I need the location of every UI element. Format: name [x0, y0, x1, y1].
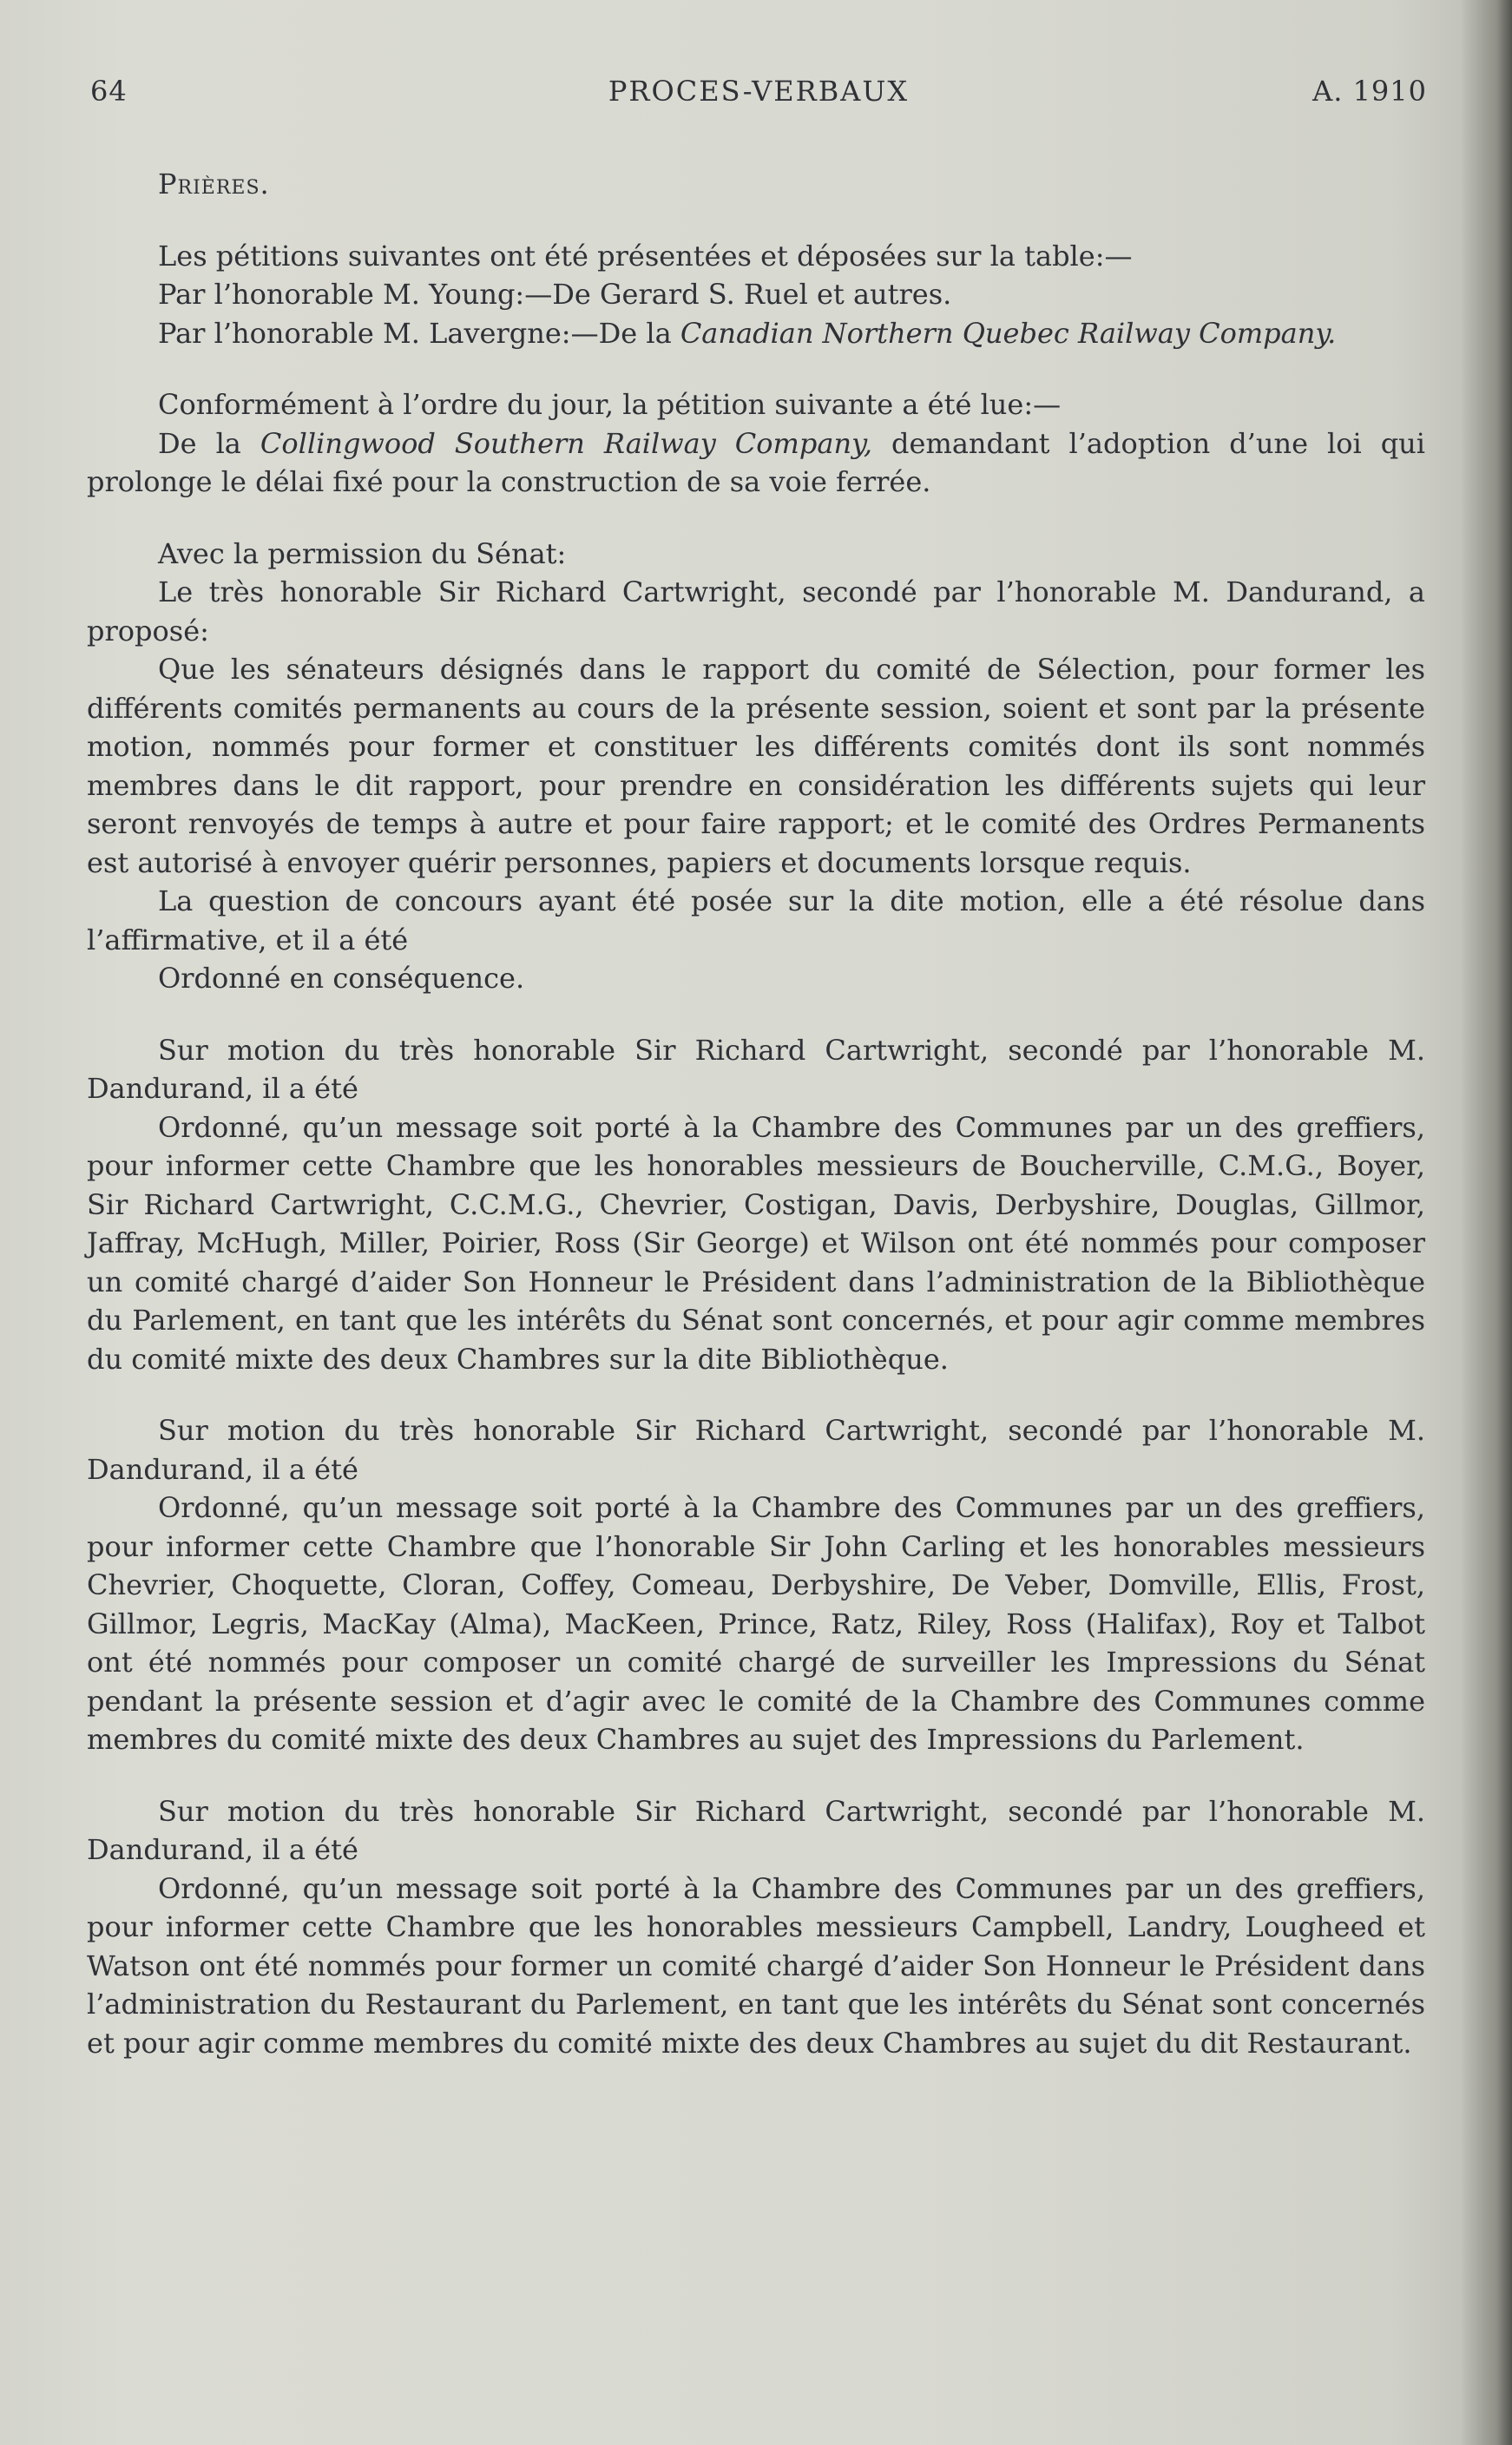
petition-young: Par l’honorable M. Young:—De Gerard S. Ruel et autres. — [158, 278, 952, 311]
ordre-petition-start: De la — [158, 426, 260, 460]
motion1-ordered: Ordonné en conséquence. — [158, 962, 525, 995]
ordre-petition-end: demandant l’adoption d’une loi qui prolonge le délai fixé pour la construction de sa voie ferrée. — [87, 426, 1426, 498]
motion1-resolution: Que les sénateurs désignés dans le rapport du comité de Sélection, pour former les différents comités permanents au cours de la présente session, soient et sont par la présente motion, nommés pour former et constituer les différents comités dont ils sont nommés membres dans le dit rapport, pour prendre en considération les différents sujets qui leur seront renvoyés de temps à autre et pour faire rapport; et le comité des Ordres Permanents est autorisé à envoyer quérir personnes, papiers et documents lorsque requis. — [87, 653, 1425, 879]
ordre-intro: Conformément à l’ordre du jour, la pétition suivante a été lue:— — [158, 388, 1062, 421]
document-body — [87, 165, 1425, 2062]
motion4-order: Ordonné, qu’un message soit porté à la Chambre des Communes par un des greffiers, pour informer cette Chambre que les honorables messieurs Campbell, Landry, Lougheed et Watson ont été nommés pour former un comité chargé d’aider Son Honneur le Président dans l’administration du Restaurant du Parlement, en tant que les intérêts du Sénat sont concernés et pour agir comme membres du comité mixte des deux Chambres au sujet du dit Restaurant. — [87, 1871, 1425, 2060]
petitions-intro: Les pétitions suivantes ont été présentées et déposées sur la table:— — [158, 239, 1133, 273]
page-number: 64 — [90, 75, 128, 108]
page-title: PROCES-VERBAUX — [608, 75, 910, 108]
motion2-order: Ordonné, qu’un message soit porté à la Chambre des Communes par un des greffiers, pour informer cette Chambre que les honorables messieurs de Boucherville, C.M.G., Boyer, Sir Richard Cartwright, C.C.M.G., Chevrier, Costigan, Davis, Derbyshire, Douglas, Gillmor, Jaffray, McHugh, Miller, Poirier, Ross (Sir George) et Wilson ont été nommés pour composer un comité chargé d’aider Son Honneur le Président dans l’administration de la Bibliothèque du Parlement, en tant que les intérêts du Sénat sont concernés, et pour agir comme membres du comité mixte des deux Chambres sur la dite Bibliothèque. — [87, 1110, 1425, 1376]
motion3-intro: Sur motion du très honorable Sir Richard Cartwright, secondé par l’honorable M. Dandurand, il a été — [87, 1414, 1425, 1486]
motion2-intro: Sur motion du très honorable Sir Richard Cartwright, secondé par l’honorable M. Dandurand, il a été — [87, 1033, 1425, 1105]
ordre-petition-company: Collingwood Southern Railway Company, — [260, 426, 873, 460]
motion3-order: Ordonné, qu’un message soit porté à la Chambre des Communes par un des greffiers, pour informer cette Chambre que l’honorable Sir John Carling et les honorables messieurs Chevrier, Choquette, Cloran, Coffey, Comeau, Derbyshire, De Veber, Domville, Ellis, Frost, Gillmor, Legris, MacKay (Alma), MacKeen, Prince, Ratz, Riley, Ross (Halifax), Roy et Talbot ont été nommés pour composer un comité chargé de surveiller les Impressions du Sénat pendant la présente session et d’agir avec le comité de la Chambre des Communes comme membres du comité mixte des deux Chambres au sujet des Impressions du Parlement. — [87, 1491, 1425, 1756]
petition-lavergne-company: Canadian Northern Quebec Railway Company. — [680, 316, 1337, 350]
page-edge-shadow — [1460, 0, 1512, 2445]
petition-lavergne-text: Par l’honorable M. Lavergne:—De la — [158, 316, 680, 350]
page-year: A. 1910 — [1312, 75, 1427, 108]
ordre-petition — [87, 424, 1425, 502]
motion1-question: La question de concours ayant été posée sur la dite motion, elle a été résolue dans l’affirmative, et il a été — [87, 884, 1425, 956]
petition-lavergne — [87, 314, 1425, 353]
motion1-proposer: Le très honorable Sir Richard Cartwright, secondé par l’honorable M. Dandurand, a proposé: — [87, 575, 1425, 647]
running-head — [90, 75, 1427, 113]
motion4-intro: Sur motion du très honorable Sir Richard Cartwright, secondé par l’honorable M. Dandurand, il a été — [87, 1794, 1425, 1866]
motion1-permission: Avec la permission du Sénat: — [158, 536, 567, 570]
prieres-heading: Prières. — [158, 168, 270, 200]
